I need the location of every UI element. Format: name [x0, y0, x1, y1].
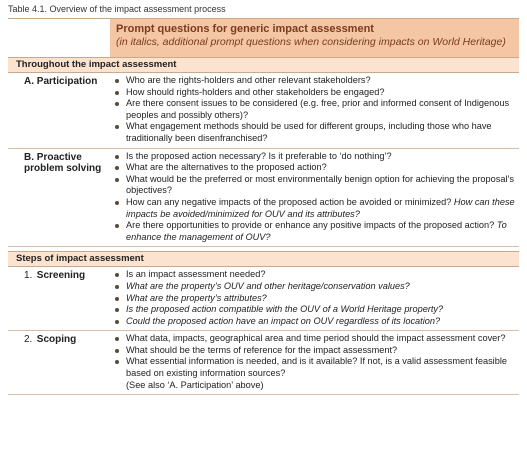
list-item: Is the proposed action compatible with the OUV of a World Heritage property?	[110, 304, 515, 316]
question-list	[110, 333, 515, 391]
row-label	[8, 331, 110, 394]
list-item: What engagement methods should be used for different groups, including those who have traditionally been disenfranchised?	[110, 121, 515, 144]
section-heading: Steps of impact assessment	[8, 251, 519, 267]
row-label	[8, 149, 110, 247]
section-heading: Throughout the impact assessment	[8, 57, 519, 73]
header-right-cell	[110, 19, 519, 57]
table-header	[8, 19, 519, 57]
question-list	[110, 151, 515, 244]
list-item: What data, impacts, geographical area and time period should the impact assessment cover?	[110, 333, 515, 345]
list-item: What are the alternatives to the proposed action?	[110, 162, 515, 174]
table-caption: Table 4.1. Overview of the impact assessment process	[8, 4, 226, 14]
question-list	[110, 75, 515, 145]
row-label-text: A. Participation	[24, 76, 98, 87]
table-body	[8, 57, 519, 395]
header-left-cell	[8, 19, 110, 57]
list-item: What are the property’s attributes?	[110, 293, 515, 305]
list-item: Who are the rights-holders and other relevant stakeholders?	[110, 75, 515, 87]
list-item: What should be the terms of reference for the impact assessment?	[110, 345, 515, 357]
question-list	[110, 269, 515, 327]
header-subtitle: (in italics, additional prompt questions when considering impacts on World Heritage)	[116, 36, 506, 48]
list-item: Is an impact assessment needed?	[110, 269, 515, 281]
list-item: What are the property’s OUV and other heritage/conservation values?	[110, 281, 515, 293]
list-item: What essential information is needed, and is it available? If not, is a valid assessment feasible based on existing information sources?	[110, 356, 515, 379]
table-row	[8, 149, 519, 248]
row-label-text: B. Proactive problem solving	[24, 151, 102, 175]
list-item: How should rights-holders and other stakeholders be engaged?	[110, 87, 515, 99]
row-questions	[110, 149, 519, 247]
list-item: What would be the preferred or most environmentally benign option for achieving the proposal’s objectives?	[110, 174, 515, 197]
header-title: Prompt questions for generic impact assessment	[116, 23, 374, 35]
step-number: 1.	[24, 270, 33, 282]
step-number: 2.	[24, 334, 33, 346]
list-item: Could the proposed action have an impact on OUV regardless of its location?	[110, 316, 515, 328]
list-item: Are there opportunities to provide or enhance any positive impacts of the proposed action? To enhance the management of OUV?	[110, 220, 515, 243]
table-row	[8, 73, 519, 149]
impact-assessment-table	[8, 18, 519, 395]
table-row	[8, 331, 519, 395]
list-item: Is the proposed action necessary? Is it preferable to ‘do nothing’?	[110, 151, 515, 163]
list-item: Are there consent issues to be considered (e.g. free, prior and informed consent of Indigenous peoples and possibly others)?	[110, 98, 515, 121]
row-label-text: Screening	[36, 270, 86, 282]
table-row	[8, 267, 519, 331]
row-questions	[110, 267, 519, 330]
row-label	[8, 267, 110, 330]
list-item: How can any negative impacts of the proposed action be avoided or minimized? How can these impacts be avoided/minimized for OUV and its attributes?	[110, 197, 515, 220]
row-label-text: Scoping	[36, 334, 77, 346]
row-questions	[110, 331, 519, 394]
row-questions	[110, 73, 519, 148]
list-item: (See also ‘A. Participation’ above)	[126, 379, 264, 390]
row-label	[8, 73, 110, 148]
